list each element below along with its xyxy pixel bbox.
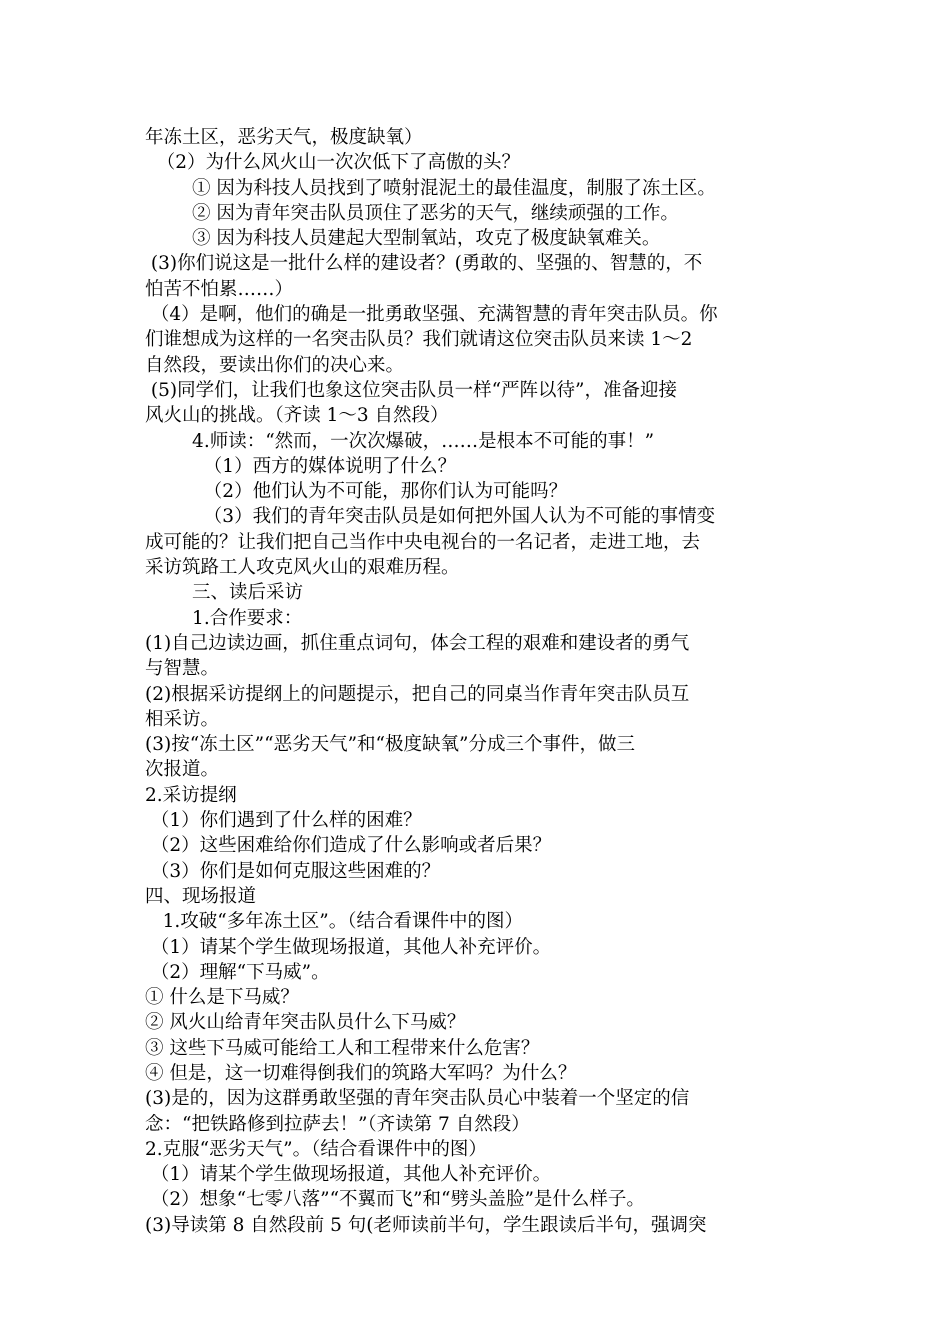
text-line: ② 因为青年突击队员顶住了恶劣的天气，继续顽强的工作。 — [145, 202, 679, 224]
text-line: （2）为什么风火山一次次低下了高傲的头？ — [145, 152, 521, 174]
text-line: (3)按“冻土区”“恶劣天气”和“极度缺氧”分成三个事件，做三 — [145, 734, 635, 756]
text-line: 与智慧。 — [145, 658, 220, 680]
text-line: 次报道。 — [145, 759, 220, 781]
text-line: (3)是的，因为这群勇敢坚强的青年突击队员心中装着一个坚定的信 — [145, 1088, 690, 1110]
text-line: （2）理解“下马威”。 — [145, 961, 330, 983]
text-line: 2.克服“恶劣天气”。（结合看课件中的图） — [145, 1138, 487, 1160]
text-line: （3）我们的青年突击队员是如何把外国人认为不可能的事情变 — [145, 506, 716, 528]
text-line: （4）是啊，他们的确是一批勇敢坚强、充满智慧的青年突击队员。你 — [145, 304, 718, 326]
text-line: (1)自己边读边画，抓住重点词句，体会工程的艰难和建设者的勇气 — [145, 632, 690, 654]
text-line: 自然段，要读出你们的决心来。 — [145, 354, 405, 376]
text-line: 们谁想成为这样的一名突击队员？我们就请这位突击队员来读 1～2 — [145, 329, 693, 351]
text-line: ④ 但是，这一切难得倒我们的筑路大军吗？为什么？ — [145, 1062, 577, 1084]
text-line: （2）他们认为不可能，那你们认为可能吗？ — [145, 481, 568, 503]
section-heading: 三、读后采访 — [145, 582, 304, 604]
section-heading: 四、现场报道 — [145, 885, 257, 907]
text-line: (3)导读第 8 自然段前 5 句(老师读前半句，学生跟读后半句，强调突 — [145, 1214, 707, 1236]
text-line: （1）西方的媒体说明了什么？ — [145, 455, 457, 477]
text-line: 年冻土区，恶劣天气，极度缺氧） — [145, 127, 423, 148]
text-line: (5)同学们，让我们也象这位突击队员一样“严阵以待”，准备迎接 — [145, 379, 678, 401]
text-line: (3)你们说这是一批什么样的建设者？(勇敢的、坚强的、智慧的，不 — [145, 253, 703, 275]
text-line: ② 风火山给青年突击队员什么下马威？ — [145, 1012, 466, 1034]
text-line: （1）你们遇到了什么样的困难？ — [145, 810, 422, 832]
text-line: （2）这些困难给你们造成了什么影响或者后果？ — [145, 835, 552, 857]
document-page — [145, 125, 810, 1238]
text-line: （2）想象“七零八落”“不翼而飞”和“劈头盖脸”是什么样子。 — [145, 1189, 645, 1211]
text-line: 风火山的挑战。（齐读 1～3 自然段） — [145, 405, 449, 427]
text-line: 怕苦不怕累……） — [145, 278, 294, 300]
text-line: ① 什么是下马威？ — [145, 987, 299, 1009]
text-line: （1）请某个学生做现场报道，其他人补充评价。 — [145, 1164, 552, 1186]
text-line: 1.合作要求： — [145, 607, 303, 629]
text-line: 成可能的？让我们把自己当作中央电视台的一名记者，走进工地，去 — [145, 531, 701, 553]
text-line: 1.攻破“多年冻土区”。（结合看课件中的图） — [145, 911, 523, 933]
text-line: ① 因为科技人员找到了喷射混泥土的最佳温度，制服了冻土区。 — [145, 177, 716, 199]
text-line: 相采访。 — [145, 708, 220, 730]
text-line: ③ 因为科技人员建起大型制氧站，攻克了极度缺氧难关。 — [145, 228, 661, 250]
text-line: ③ 这些下马威可能给工人和工程带来什么危害？ — [145, 1037, 540, 1059]
text-line: 4.师读：“然而，一次次爆破，……是根本不可能的事！” — [145, 430, 655, 452]
text-line: 念：“把铁路修到拉萨去！”（齐读第 7 自然段） — [145, 1113, 530, 1135]
text-line: (2)根据采访提纲上的问题提示，把自己的同桌当作青年突击队员互 — [145, 683, 690, 705]
text-line: 2.采访提纲 — [145, 784, 237, 806]
text-line: （1）请某个学生做现场报道，其他人补充评价。 — [145, 936, 552, 958]
text-line: 采访筑路工人攻克风火山的艰难历程。 — [145, 557, 460, 579]
text-line: （3）你们是如何克服这些困难的？ — [145, 860, 441, 882]
